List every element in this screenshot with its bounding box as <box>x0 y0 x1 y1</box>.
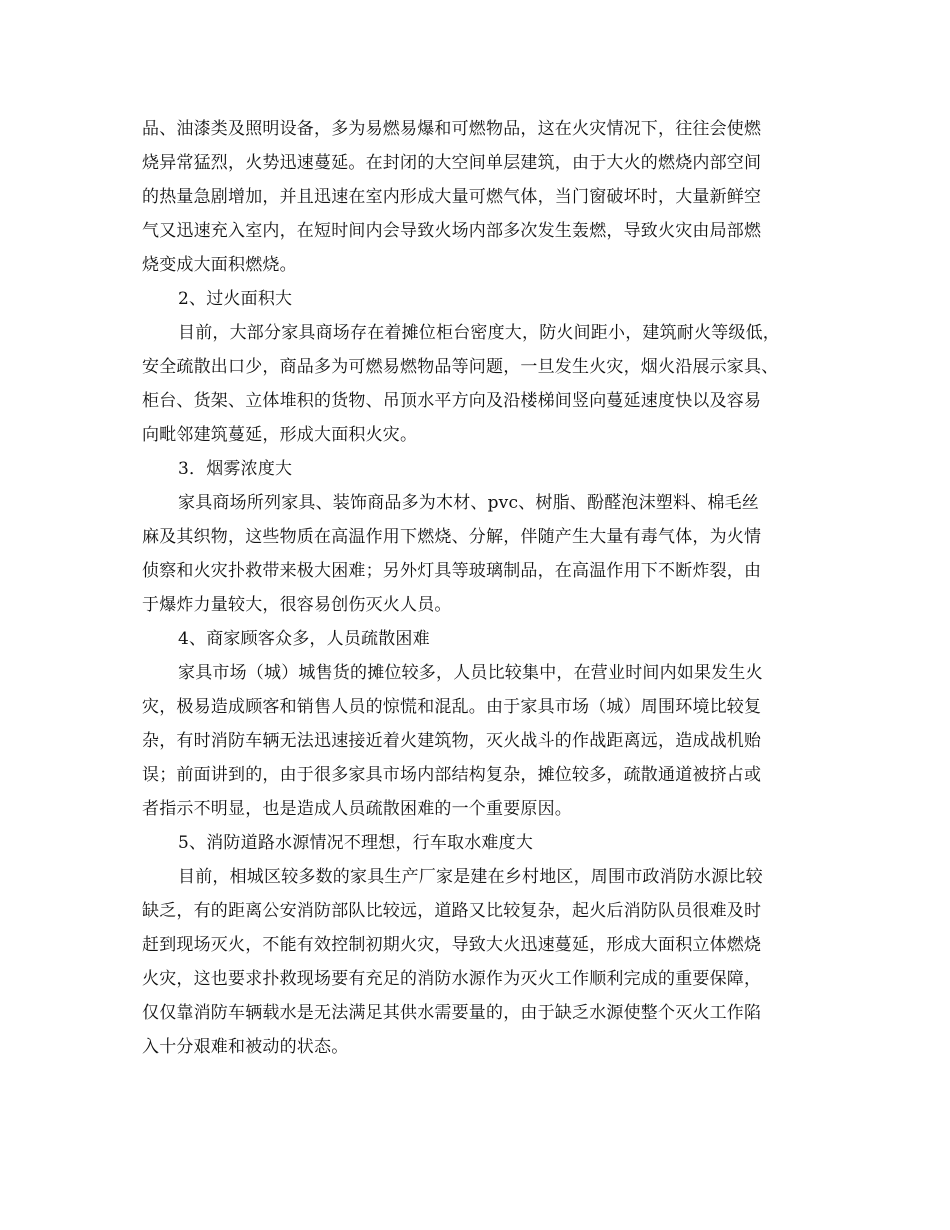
paragraph-start-line: 家具市场（城）城售货的摊位较多，人员比较集中，在营业时间内如果发生火 <box>178 663 763 683</box>
text-line: 侦察和火灾扑救带来极大困难；另外灯具等玻璃制品，在高温作用下不断炸裂，由 <box>142 561 762 581</box>
document-body <box>142 112 832 1064</box>
text-line: 者指示不明显，也是造成人员疏散困难的一个重要原因。 <box>142 799 572 819</box>
text-line: 仅仅靠消防车辆载水是无法满足其供水需要量的，由于缺乏水源使整个灭火工作陷 <box>142 1003 762 1023</box>
text-line: 烧异常猛烈，火势迅速蔓延。在封闭的大空间单层建筑，由于大火的燃烧内部空间 <box>142 153 762 173</box>
paragraph-start-line: 目前，相城区较多数的家具生产厂家是建在乡村地区，周围市政消防水源比较 <box>178 867 763 887</box>
text-line: 灾，极易造成顾客和销售人员的惊慌和混乱。由于家具市场（城）周围环境比较复 <box>142 697 762 717</box>
text-line: 缺乏，有的距离公安消防部队比较远，道路又比较复杂，起火后消防队员很难及时 <box>142 901 762 921</box>
paragraph-start-line: 4、商家顾客众多，人员疏散困难 <box>178 629 430 649</box>
paragraph-start-line: 3．烟雾浓度大 <box>178 459 293 479</box>
text-line: 杂，有时消防车辆无法迅速接近着火建筑物，灭火战斗的作战距离远，造成战机贻 <box>142 731 762 751</box>
paragraph-start-line: 2、过火面积大 <box>178 289 293 309</box>
text-line: 麻及其织物，这些物质在高温作用下燃烧、分解，伴随产生大量有毒气体，为火情 <box>142 527 762 547</box>
text-line: 品、油漆类及照明设备，多为易燃易爆和可燃物品，这在火灾情况下，往往会使燃 <box>142 119 762 139</box>
text-line: 柜台、货架、立体堆积的货物、吊顶水平方向及沿楼梯间竖向蔓延速度快以及容易 <box>142 391 762 411</box>
text-line: 赶到现场灭火，不能有效控制初期火灾，导致大火迅速蔓延，形成大面积立体燃烧 <box>142 935 762 955</box>
paragraph-start-line: 5、消防道路水源情况不理想，行车取水难度大 <box>178 833 534 853</box>
text-line: 安全疏散出口少，商品多为可燃易燃物品等问题，一旦发生火灾，烟火沿展示家具、 <box>142 357 779 377</box>
paragraph-start-line: 家具商场所列家具、装饰商品多为木材、pvc、树脂、酚醛泡沫塑料、棉毛丝 <box>178 493 760 513</box>
text-line: 气又迅速充入室内，在短时间内会导致火场内部多次发生轰燃，导致火灾由局部燃 <box>142 221 762 241</box>
text-line: 入十分艰难和被动的状态。 <box>142 1037 349 1057</box>
text-line: 误；前面讲到的，由于很多家具市场内部结构复杂，摊位较多，疏散通道被挤占或 <box>142 765 762 785</box>
text-line: 的热量急剧增加，并且迅速在室内形成大量可燃气体，当门窗破坏时，大量新鲜空 <box>142 187 762 207</box>
text-line: 烧变成大面积燃烧。 <box>142 255 297 275</box>
paragraph-start-line: 目前，大部分家具商场存在着摊位柜台密度大，防火间距小，建筑耐火等级低， <box>178 323 780 343</box>
text-line: 火灾，这也要求扑救现场要有充足的消防水源作为灭火工作顺利完成的重要保障， <box>142 969 762 989</box>
text-line: 向毗邻建筑蔓延，形成大面积火灾。 <box>142 425 418 445</box>
text-line: 于爆炸力量较大，很容易创伤灭火人员。 <box>142 595 452 615</box>
